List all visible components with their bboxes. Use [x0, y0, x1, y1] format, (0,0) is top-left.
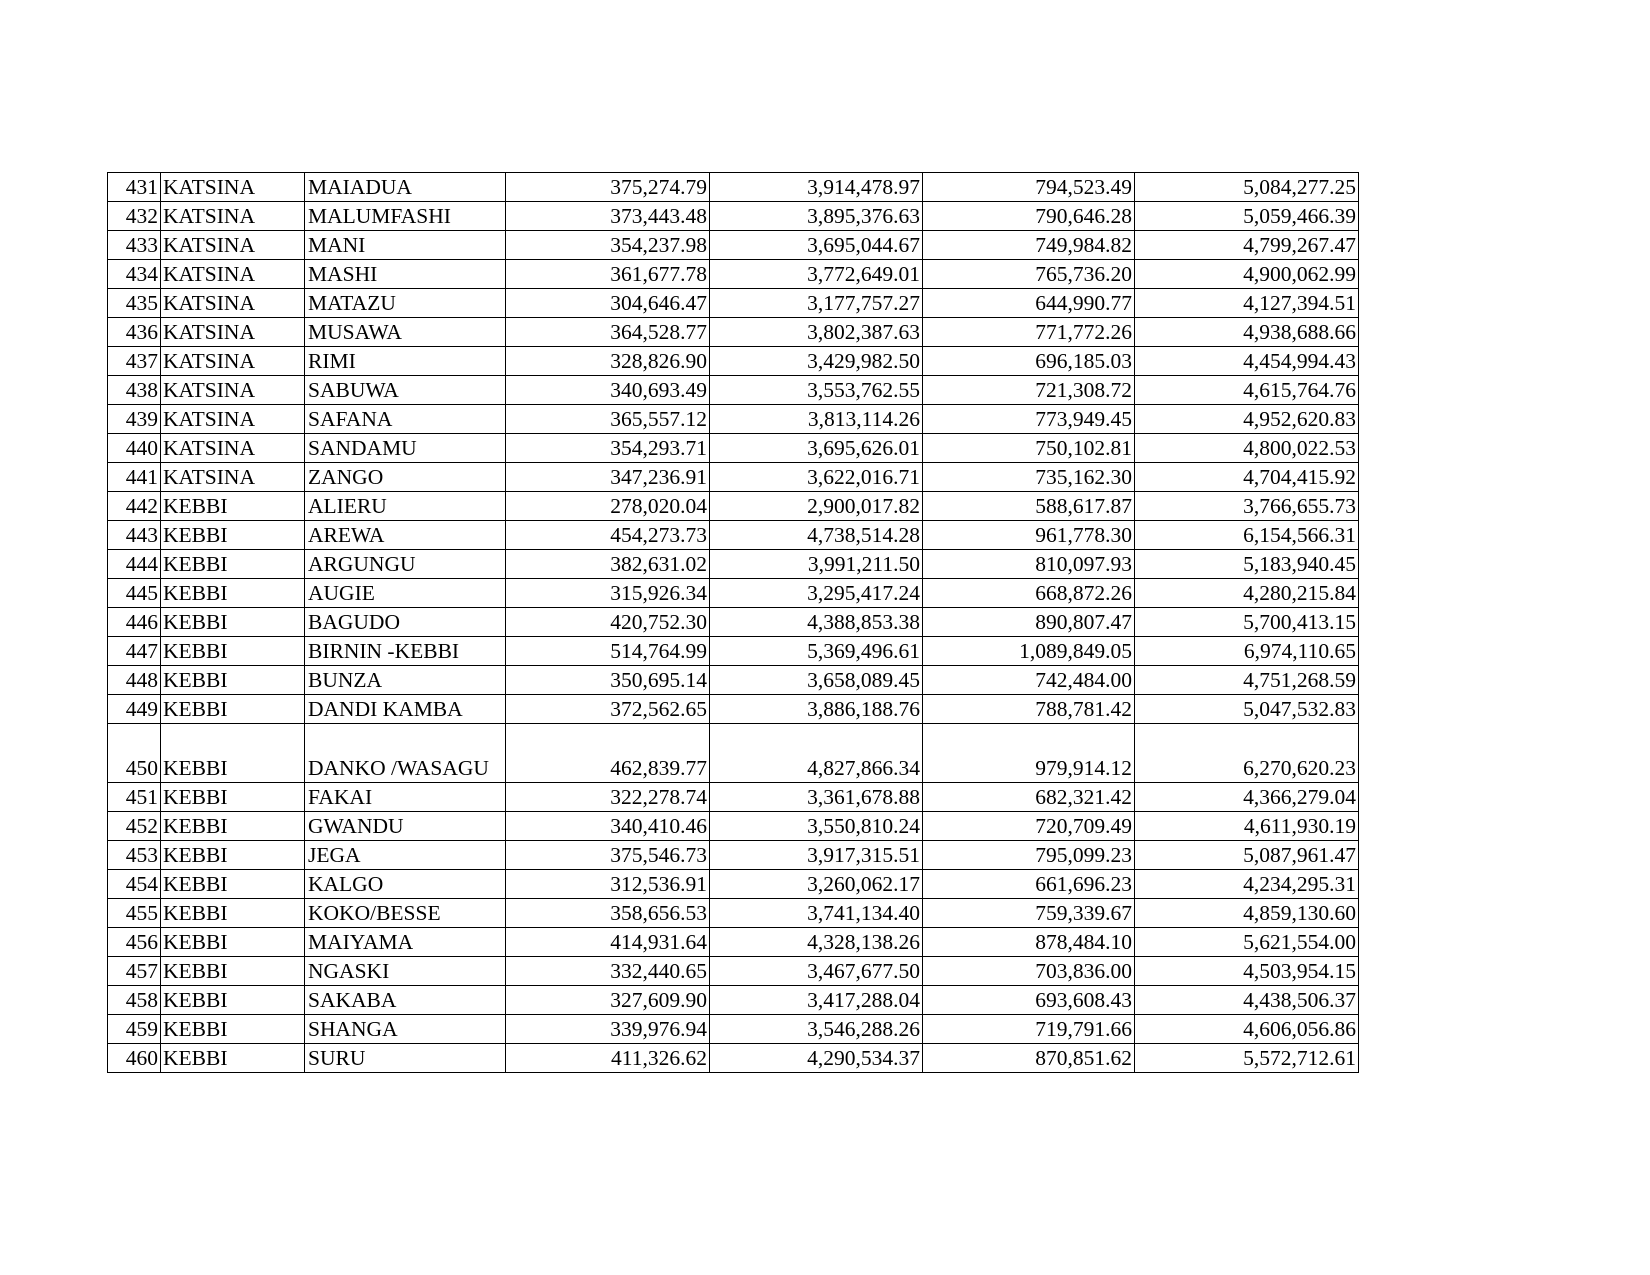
allocation-table	[107, 172, 1359, 1073]
amount-1-cell: 322,278.74	[506, 783, 710, 812]
lga-cell: KALGO	[305, 870, 506, 899]
total-cell: 4,611,930.19	[1135, 812, 1359, 841]
amount-3-cell: 644,990.77	[923, 289, 1135, 318]
amount-1-cell: 411,326.62	[506, 1044, 710, 1073]
total-cell: 4,280,215.84	[1135, 579, 1359, 608]
table-row	[108, 608, 1359, 637]
amount-3-cell: 771,772.26	[923, 318, 1135, 347]
state-cell: KEBBI	[161, 870, 305, 899]
amount-2-cell: 3,260,062.17	[710, 870, 923, 899]
amount-2-cell: 3,886,188.76	[710, 695, 923, 724]
serial-number-cell: 453	[108, 841, 161, 870]
table-row	[108, 812, 1359, 841]
amount-1-cell: 375,274.79	[506, 173, 710, 202]
lga-cell: AUGIE	[305, 579, 506, 608]
state-cell: KEBBI	[161, 812, 305, 841]
serial-number-cell: 441	[108, 463, 161, 492]
state-cell: KEBBI	[161, 724, 305, 783]
amount-1-cell: 358,656.53	[506, 899, 710, 928]
serial-number-cell: 457	[108, 957, 161, 986]
state-cell: KATSINA	[161, 173, 305, 202]
serial-number-cell: 445	[108, 579, 161, 608]
table-row	[108, 986, 1359, 1015]
amount-3-cell: 720,709.49	[923, 812, 1135, 841]
amount-1-cell: 382,631.02	[506, 550, 710, 579]
lga-cell: ZANGO	[305, 463, 506, 492]
amount-3-cell: 719,791.66	[923, 1015, 1135, 1044]
serial-number-cell: 449	[108, 695, 161, 724]
amount-2-cell: 3,553,762.55	[710, 376, 923, 405]
amount-3-cell: 795,099.23	[923, 841, 1135, 870]
amount-2-cell: 3,177,757.27	[710, 289, 923, 318]
state-cell: KEBBI	[161, 1015, 305, 1044]
table-row	[108, 318, 1359, 347]
lga-cell: MAIYAMA	[305, 928, 506, 957]
lga-cell: SURU	[305, 1044, 506, 1073]
serial-number-cell: 451	[108, 783, 161, 812]
state-cell: KEBBI	[161, 841, 305, 870]
amount-3-cell: 773,949.45	[923, 405, 1135, 434]
state-cell: KEBBI	[161, 637, 305, 666]
amount-1-cell: 375,546.73	[506, 841, 710, 870]
total-cell: 5,700,413.15	[1135, 608, 1359, 637]
amount-3-cell: 661,696.23	[923, 870, 1135, 899]
amount-3-cell: 682,321.42	[923, 783, 1135, 812]
amount-3-cell: 696,185.03	[923, 347, 1135, 376]
amount-2-cell: 3,467,677.50	[710, 957, 923, 986]
serial-number-cell: 433	[108, 231, 161, 260]
table-row	[108, 376, 1359, 405]
amount-2-cell: 4,290,534.37	[710, 1044, 923, 1073]
amount-3-cell: 788,781.42	[923, 695, 1135, 724]
amount-3-cell: 742,484.00	[923, 666, 1135, 695]
serial-number-cell: 455	[108, 899, 161, 928]
lga-cell: RIMI	[305, 347, 506, 376]
lga-cell: MASHI	[305, 260, 506, 289]
amount-1-cell: 420,752.30	[506, 608, 710, 637]
amount-2-cell: 3,361,678.88	[710, 783, 923, 812]
total-cell: 4,503,954.15	[1135, 957, 1359, 986]
table-row	[108, 666, 1359, 695]
state-cell: KATSINA	[161, 463, 305, 492]
lga-cell: SABUWA	[305, 376, 506, 405]
state-cell: KATSINA	[161, 318, 305, 347]
table-row	[108, 899, 1359, 928]
table-row	[108, 928, 1359, 957]
table-row	[108, 173, 1359, 202]
total-cell: 5,572,712.61	[1135, 1044, 1359, 1073]
state-cell: KEBBI	[161, 1044, 305, 1073]
total-cell: 5,059,466.39	[1135, 202, 1359, 231]
amount-1-cell: 514,764.99	[506, 637, 710, 666]
amount-3-cell: 961,778.30	[923, 521, 1135, 550]
amount-2-cell: 3,813,114.26	[710, 405, 923, 434]
serial-number-cell: 459	[108, 1015, 161, 1044]
amount-1-cell: 304,646.47	[506, 289, 710, 318]
lga-cell: JEGA	[305, 841, 506, 870]
state-cell: KATSINA	[161, 434, 305, 463]
serial-number-cell: 439	[108, 405, 161, 434]
amount-1-cell: 354,293.71	[506, 434, 710, 463]
amount-2-cell: 4,827,866.34	[710, 724, 923, 783]
lga-cell: MUSAWA	[305, 318, 506, 347]
table-row	[108, 957, 1359, 986]
amount-1-cell: 364,528.77	[506, 318, 710, 347]
amount-3-cell: 588,617.87	[923, 492, 1135, 521]
state-cell: KEBBI	[161, 899, 305, 928]
amount-1-cell: 350,695.14	[506, 666, 710, 695]
amount-2-cell: 3,991,211.50	[710, 550, 923, 579]
state-cell: KATSINA	[161, 202, 305, 231]
lga-cell: AREWA	[305, 521, 506, 550]
table-row	[108, 347, 1359, 376]
total-cell: 6,270,620.23	[1135, 724, 1359, 783]
amount-1-cell: 327,609.90	[506, 986, 710, 1015]
amount-1-cell: 278,020.04	[506, 492, 710, 521]
amount-3-cell: 749,984.82	[923, 231, 1135, 260]
amount-2-cell: 3,741,134.40	[710, 899, 923, 928]
amount-2-cell: 5,369,496.61	[710, 637, 923, 666]
total-cell: 4,704,415.92	[1135, 463, 1359, 492]
amount-2-cell: 3,695,044.67	[710, 231, 923, 260]
serial-number-cell: 452	[108, 812, 161, 841]
lga-cell: DANDI KAMBA	[305, 695, 506, 724]
amount-2-cell: 3,550,810.24	[710, 812, 923, 841]
amount-3-cell: 979,914.12	[923, 724, 1135, 783]
serial-number-cell: 432	[108, 202, 161, 231]
table-row	[108, 260, 1359, 289]
lga-cell: SANDAMU	[305, 434, 506, 463]
serial-number-cell: 458	[108, 986, 161, 1015]
table-row	[108, 724, 1359, 783]
state-cell: KEBBI	[161, 695, 305, 724]
amount-2-cell: 3,914,478.97	[710, 173, 923, 202]
amount-3-cell: 735,162.30	[923, 463, 1135, 492]
state-cell: KATSINA	[161, 376, 305, 405]
table-row	[108, 841, 1359, 870]
amount-3-cell: 870,851.62	[923, 1044, 1135, 1073]
serial-number-cell: 456	[108, 928, 161, 957]
serial-number-cell: 437	[108, 347, 161, 376]
amount-1-cell: 328,826.90	[506, 347, 710, 376]
serial-number-cell: 436	[108, 318, 161, 347]
total-cell: 4,859,130.60	[1135, 899, 1359, 928]
total-cell: 4,799,267.47	[1135, 231, 1359, 260]
serial-number-cell: 446	[108, 608, 161, 637]
total-cell: 4,751,268.59	[1135, 666, 1359, 695]
amount-2-cell: 3,417,288.04	[710, 986, 923, 1015]
amount-1-cell: 340,410.46	[506, 812, 710, 841]
serial-number-cell: 435	[108, 289, 161, 318]
lga-cell: GWANDU	[305, 812, 506, 841]
serial-number-cell: 438	[108, 376, 161, 405]
serial-number-cell: 447	[108, 637, 161, 666]
state-cell: KEBBI	[161, 579, 305, 608]
amount-3-cell: 790,646.28	[923, 202, 1135, 231]
table-row	[108, 405, 1359, 434]
amount-1-cell: 340,693.49	[506, 376, 710, 405]
total-cell: 5,047,532.83	[1135, 695, 1359, 724]
lga-cell: MAIADUA	[305, 173, 506, 202]
state-cell: KEBBI	[161, 550, 305, 579]
amount-1-cell: 332,440.65	[506, 957, 710, 986]
total-cell: 4,800,022.53	[1135, 434, 1359, 463]
state-cell: KATSINA	[161, 231, 305, 260]
lga-cell: MANI	[305, 231, 506, 260]
total-cell: 5,084,277.25	[1135, 173, 1359, 202]
total-cell: 4,938,688.66	[1135, 318, 1359, 347]
total-cell: 4,615,764.76	[1135, 376, 1359, 405]
state-cell: KATSINA	[161, 347, 305, 376]
amount-1-cell: 373,443.48	[506, 202, 710, 231]
state-cell: KEBBI	[161, 666, 305, 695]
lga-cell: KOKO/BESSE	[305, 899, 506, 928]
table-body	[108, 173, 1359, 1073]
total-cell: 6,974,110.65	[1135, 637, 1359, 666]
serial-number-cell: 440	[108, 434, 161, 463]
total-cell: 5,621,554.00	[1135, 928, 1359, 957]
amount-1-cell: 347,236.91	[506, 463, 710, 492]
serial-number-cell: 443	[108, 521, 161, 550]
amount-3-cell: 721,308.72	[923, 376, 1135, 405]
amount-1-cell: 462,839.77	[506, 724, 710, 783]
lga-cell: DANKO /WASAGU	[305, 724, 506, 783]
amount-2-cell: 3,802,387.63	[710, 318, 923, 347]
lga-cell: SAFANA	[305, 405, 506, 434]
amount-2-cell: 3,622,016.71	[710, 463, 923, 492]
total-cell: 5,183,940.45	[1135, 550, 1359, 579]
state-cell: KEBBI	[161, 957, 305, 986]
amount-3-cell: 703,836.00	[923, 957, 1135, 986]
state-cell: KATSINA	[161, 405, 305, 434]
total-cell: 5,087,961.47	[1135, 841, 1359, 870]
lga-cell: SAKABA	[305, 986, 506, 1015]
state-cell: KEBBI	[161, 986, 305, 1015]
amount-3-cell: 750,102.81	[923, 434, 1135, 463]
amount-2-cell: 3,695,626.01	[710, 434, 923, 463]
lga-cell: FAKAI	[305, 783, 506, 812]
amount-2-cell: 3,295,417.24	[710, 579, 923, 608]
amount-2-cell: 4,388,853.38	[710, 608, 923, 637]
table-row	[108, 1015, 1359, 1044]
lga-cell: BAGUDO	[305, 608, 506, 637]
amount-2-cell: 3,658,089.45	[710, 666, 923, 695]
table-row	[108, 289, 1359, 318]
table-row	[108, 521, 1359, 550]
amount-1-cell: 365,557.12	[506, 405, 710, 434]
lga-cell: BUNZA	[305, 666, 506, 695]
lga-cell: SHANGA	[305, 1015, 506, 1044]
amount-1-cell: 354,237.98	[506, 231, 710, 260]
amount-2-cell: 3,546,288.26	[710, 1015, 923, 1044]
table-row	[108, 550, 1359, 579]
serial-number-cell: 442	[108, 492, 161, 521]
lga-cell: ARGUNGU	[305, 550, 506, 579]
amount-3-cell: 794,523.49	[923, 173, 1135, 202]
amount-1-cell: 315,926.34	[506, 579, 710, 608]
state-cell: KEBBI	[161, 492, 305, 521]
total-cell: 4,606,056.86	[1135, 1015, 1359, 1044]
amount-3-cell: 759,339.67	[923, 899, 1135, 928]
serial-number-cell: 434	[108, 260, 161, 289]
serial-number-cell: 431	[108, 173, 161, 202]
state-cell: KEBBI	[161, 928, 305, 957]
total-cell: 4,952,620.83	[1135, 405, 1359, 434]
amount-1-cell: 372,562.65	[506, 695, 710, 724]
total-cell: 4,438,506.37	[1135, 986, 1359, 1015]
state-cell: KATSINA	[161, 289, 305, 318]
amount-3-cell: 765,736.20	[923, 260, 1135, 289]
serial-number-cell: 454	[108, 870, 161, 899]
serial-number-cell: 450	[108, 724, 161, 783]
total-cell: 4,454,994.43	[1135, 347, 1359, 376]
amount-3-cell: 878,484.10	[923, 928, 1135, 957]
state-cell: KEBBI	[161, 521, 305, 550]
total-cell: 4,366,279.04	[1135, 783, 1359, 812]
amount-3-cell: 890,807.47	[923, 608, 1135, 637]
amount-2-cell: 3,917,315.51	[710, 841, 923, 870]
state-cell: KEBBI	[161, 783, 305, 812]
amount-2-cell: 3,429,982.50	[710, 347, 923, 376]
table-row	[108, 231, 1359, 260]
lga-cell: ALIERU	[305, 492, 506, 521]
lga-cell: MATAZU	[305, 289, 506, 318]
amount-3-cell: 1,089,849.05	[923, 637, 1135, 666]
amount-3-cell: 693,608.43	[923, 986, 1135, 1015]
total-cell: 4,127,394.51	[1135, 289, 1359, 318]
amount-2-cell: 3,772,649.01	[710, 260, 923, 289]
total-cell: 4,900,062.99	[1135, 260, 1359, 289]
table-row	[108, 637, 1359, 666]
amount-1-cell: 361,677.78	[506, 260, 710, 289]
amount-3-cell: 810,097.93	[923, 550, 1135, 579]
total-cell: 4,234,295.31	[1135, 870, 1359, 899]
serial-number-cell: 444	[108, 550, 161, 579]
total-cell: 6,154,566.31	[1135, 521, 1359, 550]
amount-1-cell: 339,976.94	[506, 1015, 710, 1044]
lga-cell: MALUMFASHI	[305, 202, 506, 231]
amount-2-cell: 3,895,376.63	[710, 202, 923, 231]
total-cell: 3,766,655.73	[1135, 492, 1359, 521]
table-row	[108, 579, 1359, 608]
table-row	[108, 1044, 1359, 1073]
serial-number-cell: 448	[108, 666, 161, 695]
state-cell: KATSINA	[161, 260, 305, 289]
amount-1-cell: 414,931.64	[506, 928, 710, 957]
table-row	[108, 434, 1359, 463]
lga-cell: NGASKI	[305, 957, 506, 986]
amount-1-cell: 454,273.73	[506, 521, 710, 550]
amount-3-cell: 668,872.26	[923, 579, 1135, 608]
serial-number-cell: 460	[108, 1044, 161, 1073]
amount-1-cell: 312,536.91	[506, 870, 710, 899]
amount-2-cell: 4,328,138.26	[710, 928, 923, 957]
table-row	[108, 870, 1359, 899]
table-row	[108, 202, 1359, 231]
lga-cell: BIRNIN -KEBBI	[305, 637, 506, 666]
table-row	[108, 695, 1359, 724]
table-row	[108, 463, 1359, 492]
table-row	[108, 492, 1359, 521]
amount-2-cell: 4,738,514.28	[710, 521, 923, 550]
state-cell: KEBBI	[161, 608, 305, 637]
table-row	[108, 783, 1359, 812]
amount-2-cell: 2,900,017.82	[710, 492, 923, 521]
